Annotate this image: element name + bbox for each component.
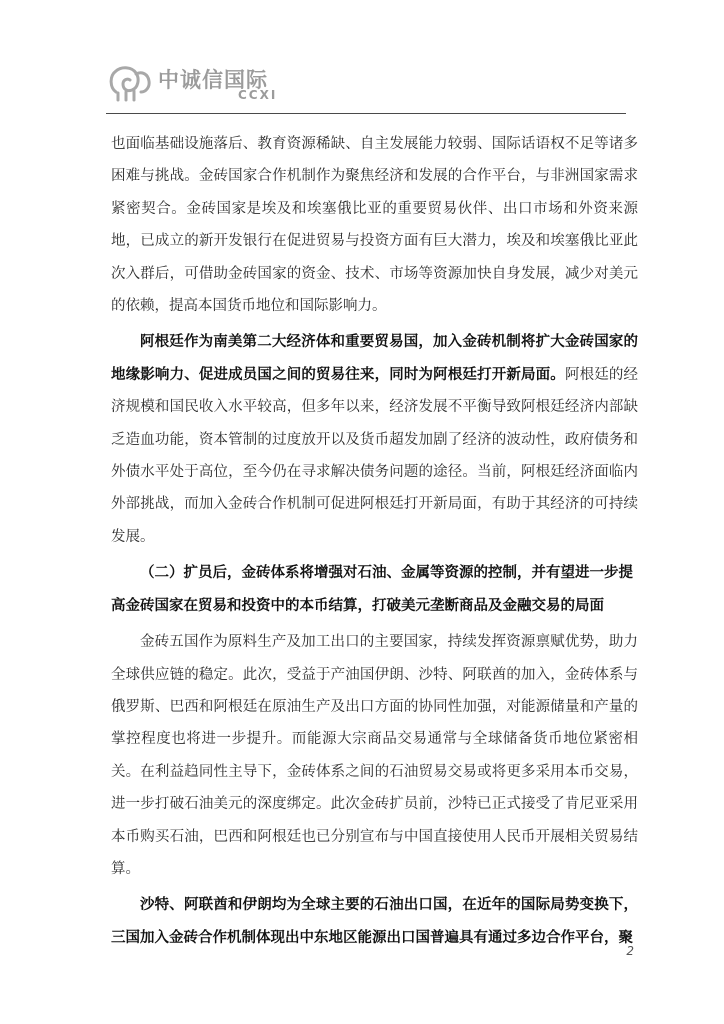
paragraph-2-text: 阿根廷的经济规模和国民收入水平较高，但多年以来，经济发展不平衡导致阿根廷经济内部缺乏造血功能，资本管制的过度放开以及货币超发加剧了经济的波动性，政府债务和外债水平处于高位，至今仍在寻求解决债务问题的途径。当前，阿根廷经济面临内外部挑战，而加入金砖合作机制可促进阿根廷打开新局面，有助于其经济的可持续发展。 bbox=[111, 366, 639, 545]
paragraph-4-bold: 沙特、阿联酋和伊朗均为全球主要的石油出口国，在近年的国际局势变换下，三国加入金砖合作机制体现出中东地区能源出口国普遍具有通过多边合作平台，聚 bbox=[111, 897, 638, 946]
section-heading: （二）扩员后，金砖体系将增强对石油、金属等资源的控制，并有望进一步提高金砖国家在贸易和投资中的本币结算，打破美元垄断商品及金融交易的局面 bbox=[111, 565, 633, 614]
logo-text-en: CCXI bbox=[238, 88, 278, 102]
logo-text-cn: 中诚信国际 bbox=[158, 68, 268, 92]
page-number: 2 bbox=[626, 944, 634, 958]
header-divider bbox=[106, 113, 626, 114]
document-body bbox=[111, 128, 638, 954]
elephant-logo-icon bbox=[106, 62, 154, 104]
paragraph-2-bold-lead: 阿根廷作为南美第二大经济体和重要贸易国，加入金砖机制将扩大金砖国家的地缘影响力、促进成员国之间的贸易往来，同时为阿根廷打开新局面。 bbox=[111, 334, 638, 383]
page-header bbox=[106, 62, 626, 106]
paragraph-3: 金砖五国作为原料生产及加工出口的主要国家，持续发挥资源禀赋优势，助力全球供应链的稳定。此次，受益于产油国伊朗、沙特、阿联酋的加入，金砖体系与俄罗斯、巴西和阿根廷在原油生产及出口方面的协同性加强，对能源储量和产量的掌控程度也将进一步提升。而能源大宗商品交易通常与全球储备货币地位紧密相关。在利益趋同性主导下，金砖体系之间的石油贸易交易或将更多采用本币交易，进一步打破石油美元的深度绑定。此次金砖扩员前，沙特已正式接受了肯尼亚采用本币购买石油，巴西和阿根廷也已分别宣布与中国直接使用人民币开展相关贸易结算。 bbox=[111, 634, 638, 877]
paragraph-1: 也面临基础设施落后、教育资源稀缺、自主发展能力较弱、国际话语权不足等诸多困难与挑战。金砖国家合作机制作为聚焦经济和发展的合作平台，与非洲国家需求紧密契合。金砖国家是埃及和埃塞俄比亚的重要贸易伙伴、出口市场和外资来源地，已成立的新开发银行在促进贸易与投资方面有巨大潜力，埃及和埃塞俄比亚此次入群后，可借助金砖国家的资金、技术、市场等资源加快自身发展，减少对美元的依赖，提高本国货币地位和国际影响力。 bbox=[111, 136, 638, 315]
paragraph-2 bbox=[111, 326, 638, 553]
